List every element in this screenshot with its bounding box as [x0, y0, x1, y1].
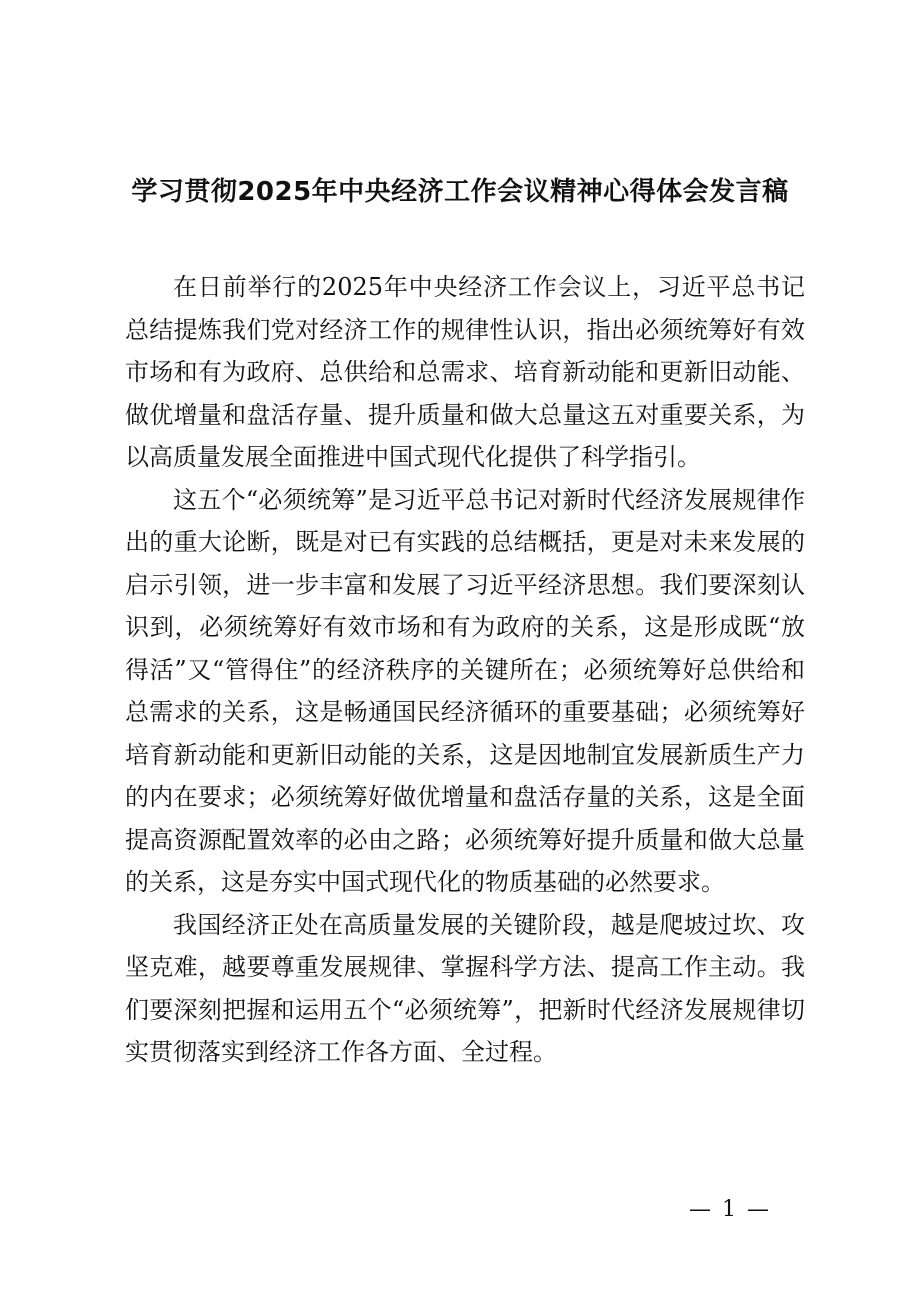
document-title: 学习贯彻2025年中央经济工作会议精神心得体会发言稿: [131, 177, 789, 207]
page-number: — 1 —: [689, 1197, 771, 1222]
document-body: [125, 266, 805, 1074]
paragraph-2: 这五个“必须统筹”是习近平总书记对新时代经济发展规律作出的重大论断，既是对已有实践的总结概括，更是对未来发展的启示引领，进一步丰富和发展了习近平经济思想。我们要深刻认识到，必须统筹好有效市场和有为政府的关系，这是形成既“放得活”又“管得住”的经济秩序的关键所在；必须统筹好总供给和总需求的关系，这是畅通国民经济循环的重要基础；必须统筹好培育新动能和更新旧动能的关系，这是因地制宜发展新质生产力的内在要求；必须统筹好做优增量和盘活存量的关系，这是全面提高资源配置效率的必由之路；必须统筹好提升质量和做大总量的关系，这是夯实中国式现代化的物质基础的必然要求。: [125, 485, 805, 896]
paragraph-1: 在日前举行的2025年中央经济工作会议上，习近平总书记总结提炼我们党对经济工作的规律性认识，指出必须统筹好有效市场和有为政府、总供给和总需求、培育新动能和更新旧动能、做优增量和盘活存量、提升质量和做大总量这五对重要关系，为以高质量发展全面推进中国式现代化提供了科学指引。: [125, 273, 805, 471]
paragraph-3: 我国经济正处在高质量发展的关键阶段，越是爬坡过坎、攻坚克难，越要尊重发展规律、掌握科学方法、提高工作主动。我们要深刻把握和运用五个“必须统筹”，把新时代经济发展规律切实贯彻落实到经济工作各方面、全过程。: [125, 910, 805, 1066]
